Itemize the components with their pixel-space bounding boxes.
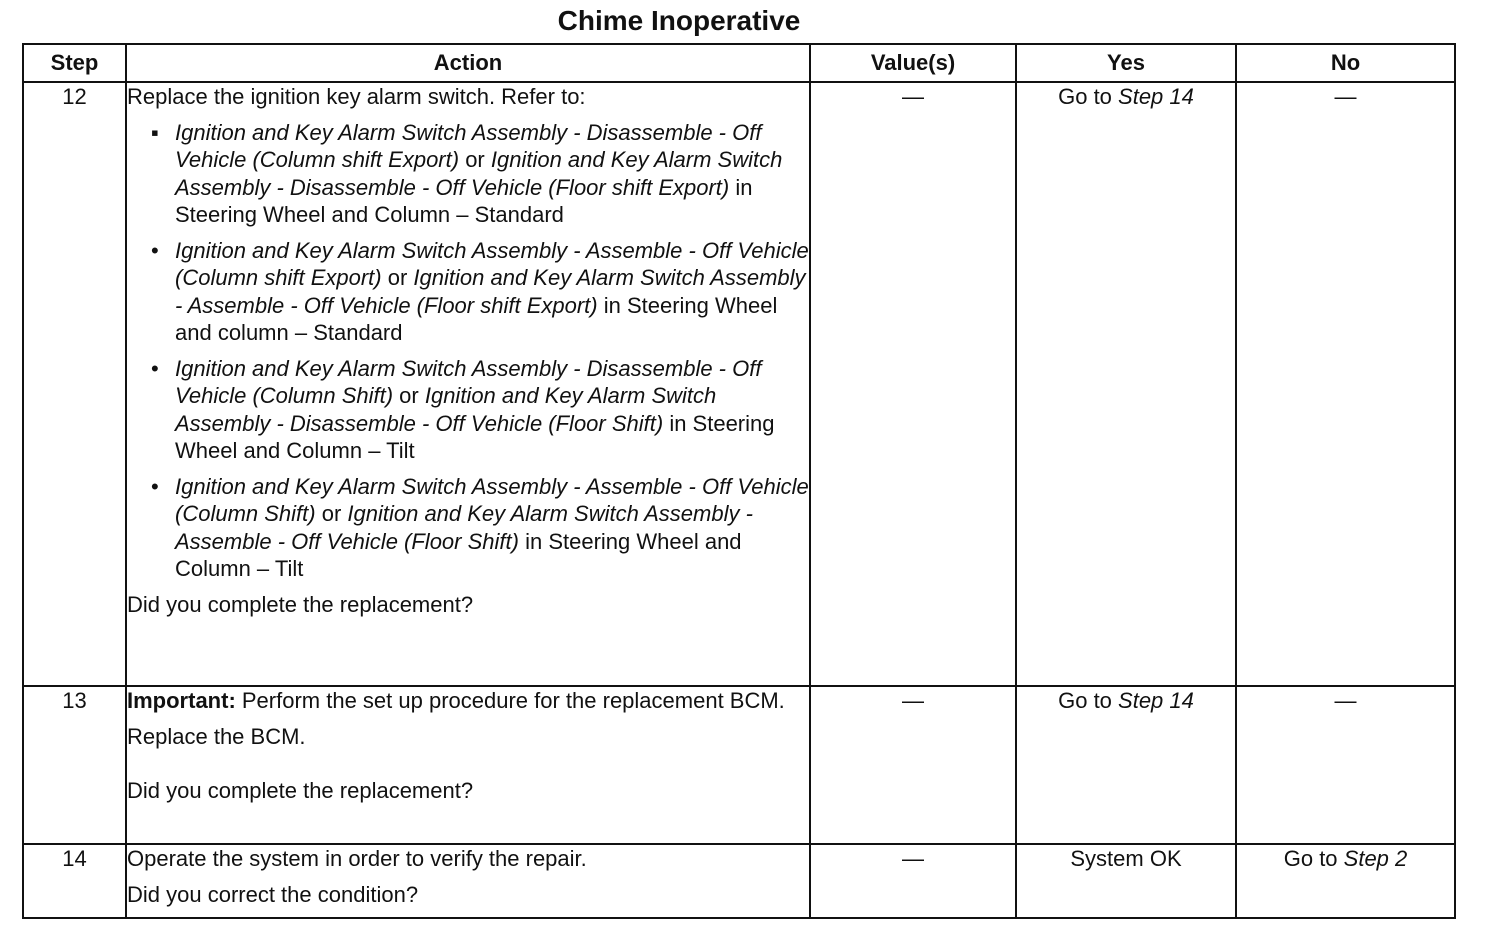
header-yes: Yes [1016,44,1236,82]
bullet-icon: • [151,355,159,381]
action-line: Operate the system in order to verify the repair. [127,846,587,871]
list-item [151,473,809,583]
reference-or: or [315,501,348,526]
important-note [127,687,809,715]
step-number: 14 [23,844,126,918]
no-cell [1236,844,1455,918]
yes-step-link: Step 14 [1118,688,1194,713]
no-cell: — [1236,82,1455,686]
reference-link: Ignition and Key Alarm Switch Assembly - Assemble - Off Vehicle (Column Shift) [175,473,809,526]
table-row-step-13 [23,686,1455,844]
reference-link: Ignition and Key Alarm Switch Assembly - Disassemble - Off Vehicle (Floor shift Export) [175,147,783,200]
yes-cell [1016,82,1236,686]
value-cell: — [810,686,1016,844]
yes-prefix: Go to [1058,84,1119,109]
reference-link: Ignition and Key Alarm Switch Assembly - Disassemble - Off Vehicle (Floor Shift) [175,383,717,436]
no-prefix: Go to [1283,846,1344,871]
diagnostic-table [22,43,1456,919]
action-question: Did you complete the replacement? [127,778,474,803]
action-cell [126,686,810,844]
reference-link: Ignition and Key Alarm Switch Assembly - Assemble - Off Vehicle (Column shift Export) [175,237,809,290]
bullet-icon: ▪ [151,119,159,145]
step-number: 12 [23,82,126,686]
reference-location: in Steering Wheel and Column – Tilt [175,528,742,581]
action-cell [126,844,810,918]
list-item [151,355,809,465]
reference-location: in Steering Wheel and Column – Tilt [175,410,775,463]
yes-cell: System OK [1016,844,1236,918]
header-step: Step [23,44,126,82]
reference-location: in Steering Wheel and column – Standard [175,292,778,345]
table-row-step-12 [23,82,1455,686]
yes-step-link: Step 14 [1118,84,1194,109]
list-item [151,237,809,347]
yes-cell [1016,686,1236,844]
table-row-step-14 [23,844,1455,918]
header-action: Action [126,44,810,82]
reference-list [127,119,809,583]
important-label: Important: [127,688,236,713]
header-values: Value(s) [810,44,1016,82]
reference-or: or [393,383,425,408]
action-cell [126,82,810,686]
step-number: 13 [23,686,126,844]
action-question: Did you correct the condition? [127,881,419,907]
bullet-icon: • [151,237,159,263]
action-question: Did you complete the replacement? [127,591,474,617]
reference-or: or [459,147,491,172]
bullet-icon: • [151,473,159,499]
yes-prefix: Go to [1058,688,1119,713]
value-cell: — [810,82,1016,686]
table-header-row [23,44,1455,82]
reference-link: Ignition and Key Alarm Switch Assembly - Assemble - Off Vehicle (Floor shift Export) [175,265,806,318]
list-item [151,119,809,229]
important-text: Perform the set up procedure for the replacement BCM. [235,688,785,713]
reference-or: or [381,265,414,290]
header-no: No [1236,44,1455,82]
action-line: Replace the BCM. [127,723,306,749]
reference-location: in Steering Wheel and Column – Standard [175,174,753,227]
action-intro: Replace the ignition key alarm switch. Refer to: [127,84,586,109]
reference-link: Ignition and Key Alarm Switch Assembly - Assemble - Off Vehicle (Floor Shift) [175,501,753,554]
value-cell: — [810,844,1016,918]
page-title: Chime Inoperative [557,5,801,36]
reference-link: Ignition and Key Alarm Switch Assembly - Disassemble - Off Vehicle (Column Shift) [175,355,762,408]
no-cell: — [1236,686,1455,844]
reference-link: Ignition and Key Alarm Switch Assembly - Disassemble - Off Vehicle (Column shift Export) [175,119,762,172]
no-step-link: Step 2 [1343,846,1408,871]
